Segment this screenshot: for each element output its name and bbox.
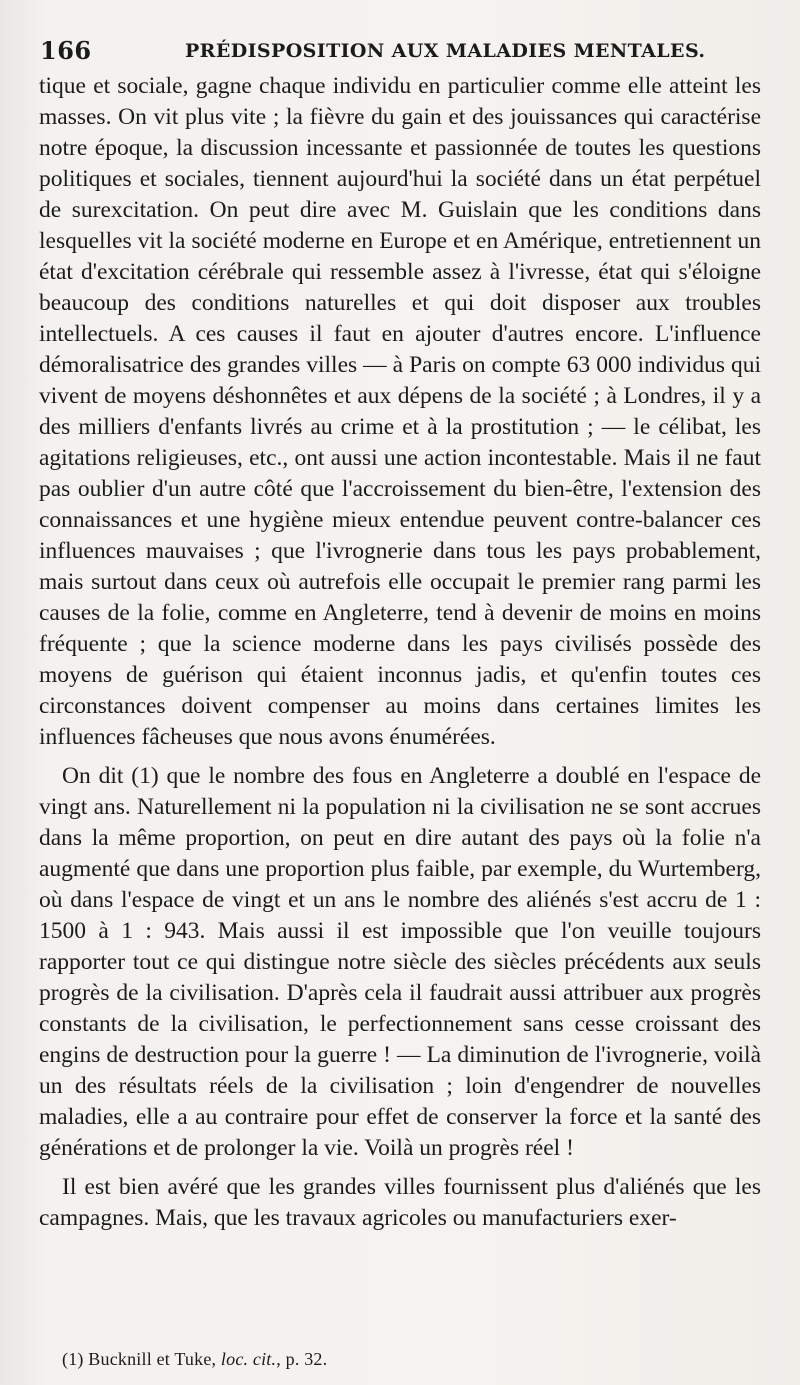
running-head: PRÉDISPOSITION AUX MALADIES MENTALES. <box>185 40 706 62</box>
page-header <box>40 36 760 66</box>
paragraph: Il est bien avéré que les grandes villes fournissent plus d'aliénés que les campagnes. Mais, que les travaux agricoles ou manufacturiers exer- <box>39 1174 761 1231</box>
footnote <box>62 1349 327 1370</box>
paragraph: tique et sociale, gagne chaque individu en particulier comme elle atteint les masses. On vit plus vite ; la fièvre du gain et des jouissances qui caractérise notre époque, la discussion incessante et passionnée de toutes les questions politiques et sociales, tiennent aujourd'hui la société dans un état perpétuel de surexcitation. On peut dire avec M. Guislain que les conditions dans lesquelles vit la société moderne en Europe et en Amérique, entretiennent un état d'excitation cérébrale qui ressemble assez à l'ivresse, état qui s'éloigne beaucoup des conditions naturelles et qui doit disposer aux troubles intellectuels. A ces causes il faut en ajouter d'autres encore. L'influence démoralisatrice des grandes villes — à Paris on compte 63 000 individus qui vivent de moyens déshonnêtes et aux dépens de la société ; à Londres, il y a des milliers d'enfants livrés au crime et à la prostitution ; — le célibat, les agitations religieuses, etc., ont aussi une action incontestable. Mais il ne faut pas oublier d'un autre côté que l'accroissement du bien-être, l'extension des connaissances et une hygiène mieux entendue peuvent contre-balancer ces influences mauvaises ; que l'ivrognerie dans tous les pays probablement, mais surtout dans ceux où autrefois elle occupait le premier rang parmi les causes de la folie, comme en Angleterre, tend à devenir de moins en moins fréquente ; que la science moderne dans les pays civilisés possède des moyens de guérison qui étaient inconnus jadis, et qu'enfin toutes ces circonstances doivent compenser au moins dans certaines limites les influences fâcheuses que nous avons énumérées. <box>39 73 761 750</box>
page-number: 166 <box>40 36 92 65</box>
footnote-page: , p. 32. <box>276 1349 328 1369</box>
body-text <box>39 71 761 1234</box>
paragraph: On dit (1) que le nombre des fous en Angleterre a doublé en l'espace de vingt ans. Naturellement ni la population ni la civilisation ne se sont accrues dans la même proportion, on peut en dire autant des pays où la folie n'a augmenté que dans une proportion plus faible, par exemple, du Wurtemberg, où dans l'espace de vingt et un ans le nombre des aliénés s'est accru de 1 : 1500 à 1 : 943. Mais aussi il est impossible que l'on veuille toujours rapporter tout ce qui distingue notre siècle des siècles précédents aux seuls progrès de la civilisation. D'après cela il faudrait aussi attribuer aux progrès constants de la civilisation, le perfectionnement sans cesse croissant des engins de destruction pour la guerre ! — La diminution de l'ivrognerie, voilà un des résultats réels de la civilisation ; loin d'engendrer de nouvelles maladies, elle a au contraire pour effet de conserver la force et la santé des générations et de prolonger la vie. Voilà un progrès réel ! <box>39 763 761 1161</box>
footnote-marker: (1) <box>62 1349 84 1369</box>
footnote-reference: loc. cit. <box>220 1349 277 1369</box>
footnote-authors: Bucknill et Tuke, <box>88 1349 217 1369</box>
